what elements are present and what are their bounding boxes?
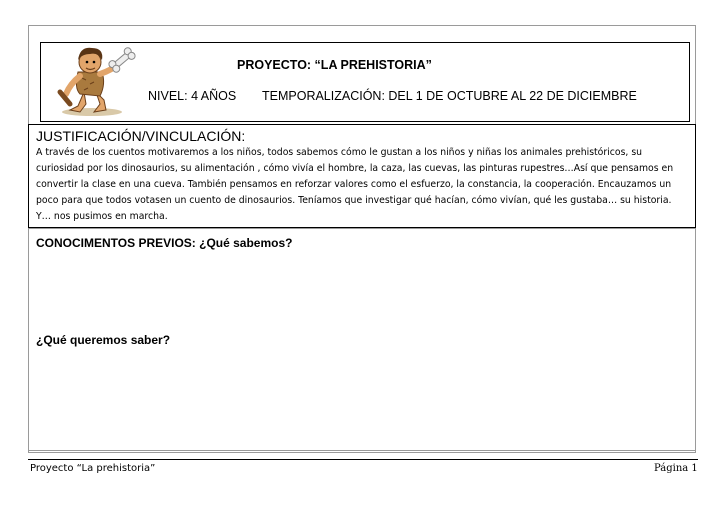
justificacion-line: convertir la clase en una cueva. También pensamos en reforzar valores como el esfuerzo, la constancia, la cooperación. Encauzamos un — [36, 179, 672, 190]
footer-rule — [28, 459, 698, 460]
justificacion-line: poco para que todos votasen un cuento de dinosaurios. Teníamos que investigar qué hacían, cómo vivían, qué les gustaba… su historia. — [36, 195, 672, 206]
footer-project-name: Proyecto “La prehistoria” — [30, 463, 156, 474]
justificacion-line: A través de los cuentos motivaremos a los niños, todos sabemos cómo le gustan a los niños y niñas los animales prehistóricos, su — [36, 147, 643, 158]
queremos-saber-heading: ¿Qué queremos saber? — [36, 333, 171, 347]
justificacion-heading: JUSTIFICACIÓN/VINCULACIÓN: — [36, 128, 246, 144]
nivel-label: NIVEL: 4 AÑOS — [148, 89, 237, 103]
caveman-icon — [54, 44, 136, 118]
justificacion-text — [36, 145, 690, 225]
justificacion-line: curiosidad por los dinosaurios, su alimentación , cómo vivía el hombre, la caza, las cuevas, las pinturas rupestres…Así que pensamos en — [36, 163, 674, 174]
footer-page-number: Página 1 — [654, 463, 698, 474]
justificacion-line: Y… nos pusimos en marcha. — [36, 211, 168, 222]
temporalizacion-label: TEMPORALIZACIÓN: DEL 1 DE OCTUBRE AL 22 DE DICIEMBRE — [262, 89, 637, 103]
header-box — [40, 42, 690, 122]
conocimientos-heading: CONOCIMENTOS PREVIOS: ¿Qué sabemos? — [36, 236, 293, 250]
project-title: PROYECTO: “LA PREHISTORIA” — [237, 58, 432, 72]
